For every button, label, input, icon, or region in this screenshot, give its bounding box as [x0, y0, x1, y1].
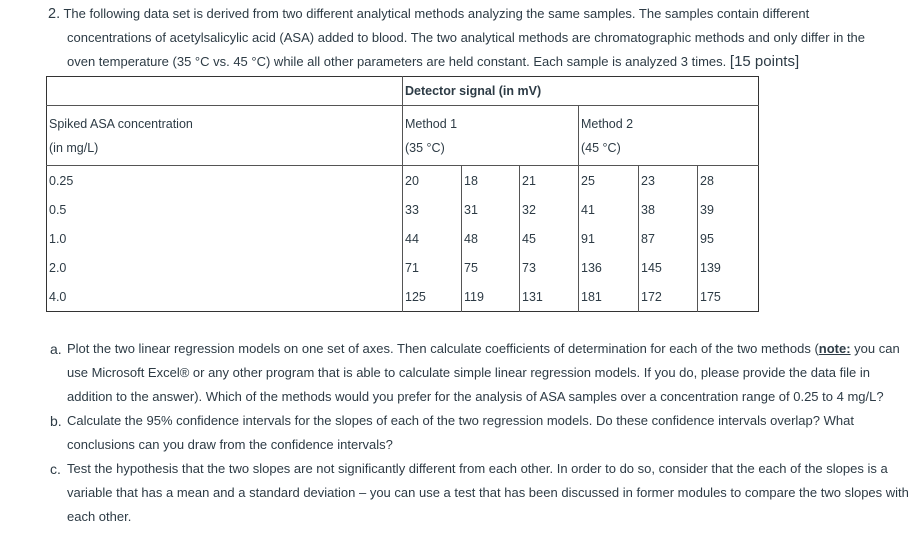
m1-cell: 119 [462, 282, 520, 312]
table-row [47, 224, 759, 253]
m2-cell: 139 [698, 253, 759, 282]
conc-cell: 2.0 [49, 260, 67, 275]
table-row [47, 253, 759, 282]
m1-cell: 48 [462, 224, 520, 253]
part-a-text-2: you can use Microsoft Excel® or any other program that is able to calculate simple linear regression models. If you do, please provide the data file in addition to the answer). Which of the methods would you prefer for the analysis of ASA samples over a concentration range of 0.25 to 4 mg/L? [67, 341, 900, 404]
m1-cell: 125 [403, 282, 462, 312]
question-text-line-2: concentrations of acetylsalicylic acid (ASA) added to blood. The two analytical methods are chromatographic methods and only differ in the [67, 30, 866, 45]
part-a-text-1: Plot the two linear regression models on one set of axes. Then calculate coefficients of determination for each of the two methods ( [67, 341, 819, 356]
part-b-label: b. [50, 413, 62, 429]
m1-cell: 20 [403, 166, 462, 196]
m1-cell: 75 [462, 253, 520, 282]
m1-cell: 131 [520, 282, 579, 312]
m1-cell: 32 [520, 195, 579, 224]
question-text-line-3: oven temperature (35 °C vs. 45 °C) while all other parameters are held constant. Each sample is analyzed 3 times. [67, 54, 727, 69]
m2-cell: 25 [579, 166, 639, 196]
part-b [48, 409, 910, 457]
m2-cell: 145 [639, 253, 698, 282]
part-a-note: note: [818, 341, 851, 356]
method-1-header [403, 106, 579, 166]
m2-cell: 175 [698, 282, 759, 312]
m2-cell: 87 [639, 224, 698, 253]
m1-cell: 45 [520, 224, 579, 253]
table-corner-cell [47, 77, 403, 106]
m2-cell: 39 [698, 195, 759, 224]
data-table [46, 76, 759, 312]
m2-cell: 91 [579, 224, 639, 253]
question-points: [15 points] [729, 53, 800, 70]
table-row [47, 195, 759, 224]
question-parts [48, 337, 910, 529]
m1-cell: 31 [462, 195, 520, 224]
m2-cell: 23 [639, 166, 698, 196]
m1-cell: 44 [403, 224, 462, 253]
m2-cell: 95 [698, 224, 759, 253]
conc-cell: 1.0 [49, 231, 67, 246]
part-c-label: c. [50, 461, 61, 477]
question-header [48, 2, 908, 74]
concentration-header-line-1: Spiked ASA concentration [49, 116, 193, 131]
method-1-temperature: (35 °C) [405, 140, 445, 155]
part-b-text: Calculate the 95% confidence intervals for the slopes of each of the two regression models. Do these confidence intervals overlap? What conclusions can you draw from the confidence intervals? [67, 413, 854, 452]
question-text-line-1: The following data set is derived from two different analytical methods analyzing the same samples. The samples contain different [63, 6, 810, 21]
part-c-text: Test the hypothesis that the two slopes are not significantly different from each other. In order to do so, consider that the each of the slopes is a variable that has a mean and a standard deviation – you can use a test that has been discussed in former modules to compare the two slopes with each other. [67, 461, 909, 524]
method-1-label: Method 1 [405, 116, 458, 131]
m2-cell: 136 [579, 253, 639, 282]
method-2-label: Method 2 [581, 116, 634, 131]
m1-cell: 33 [403, 195, 462, 224]
m1-cell: 71 [403, 253, 462, 282]
method-2-header [579, 106, 759, 166]
m1-cell: 18 [462, 166, 520, 196]
conc-cell: 4.0 [49, 289, 67, 304]
m2-cell: 28 [698, 166, 759, 196]
concentration-header-line-2: (in mg/L) [49, 140, 99, 155]
m2-cell: 172 [639, 282, 698, 312]
question-number: 2. [48, 6, 61, 22]
m1-cell: 21 [520, 166, 579, 196]
m2-cell: 41 [579, 195, 639, 224]
part-a [48, 337, 910, 409]
table-row [47, 282, 759, 312]
m2-cell: 181 [579, 282, 639, 312]
m2-cell: 38 [639, 195, 698, 224]
conc-cell: 0.25 [49, 173, 74, 188]
conc-cell: 0.5 [49, 202, 67, 217]
concentration-header [47, 106, 403, 166]
table-row [47, 166, 759, 196]
detector-signal-header: Detector signal (in mV) [403, 77, 759, 106]
method-2-temperature: (45 °C) [581, 140, 621, 155]
part-c [48, 457, 910, 529]
part-a-label: a. [50, 341, 62, 357]
m1-cell: 73 [520, 253, 579, 282]
